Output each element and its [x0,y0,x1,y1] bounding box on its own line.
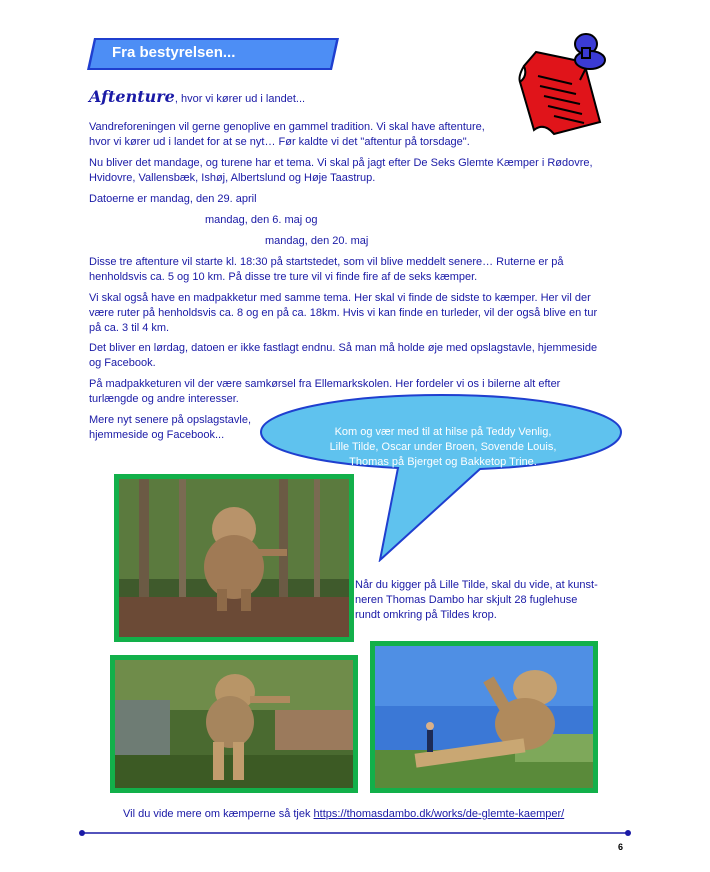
text-line: rundt omkring på Tildes krop. [355,609,497,621]
paragraph-4 [89,291,597,336]
text-line: Disse tre aftenture vil starte kl. 18:30 på startstedet, som vil blive meddelt senere… Ruterne er på [89,256,564,268]
page-number: 6 [618,842,624,852]
text-line: neren Thomas Dambo har skjult 28 fuglehuse [355,594,578,606]
text-line: og Facebook. [89,357,156,369]
photo-forest-giant [114,474,354,642]
footer-divider [78,829,632,837]
date-line-2: mandag, den 6. maj og [205,214,318,226]
text-line: På madpakketuren vil der være samkørsel fra Ellemarkskolen. Her fordeler vi os i bilerne alt efter [89,378,561,390]
footer-link[interactable]: https://thomasdambo.dk/works/de-glemte-kaemper/ [313,808,565,820]
text-line: Mere nyt senere på opslagstavle, [89,414,252,426]
text-line: henholdsvis ca. 5 og 10 km. På disse tre ture vil vi finde fire af de seks kæmper. [89,271,478,283]
text-line: hjemmeside og Facebook... [89,429,225,441]
paragraph-1 [89,120,485,150]
text-line: hvor vi kører ud i landet for at se nyt… Før kaldte vi det "aftentur på torsdage". [89,136,470,148]
footer-text [123,808,564,820]
text-line: turlængde og andre interesser. [89,393,239,405]
text-line: Kom og vær med til at hilse på Teddy Venlig, [334,426,552,438]
text-line: være ruter på henholdsvis ca. 8 og en på ca. 18km. Hvis vi kan finde en turleder, vil der også blive en tur [89,307,598,319]
article-heading-fancy: Aftenture [89,87,175,106]
pushpin-notepad-icon [514,22,606,140]
paragraph-3 [89,255,563,285]
text-line: Hvidovre, Vallensbæk, Ishøj, Albertslund og Høje Taastrup. [89,172,376,184]
date-line-3: mandag, den 20. maj [265,235,369,247]
footer-label: Vil du vide mere om kæmperne så tjek [123,808,314,820]
article-heading-rest: , hvor vi kører ud i landet... [174,93,306,105]
date-line-1: Datoerne er mandag, den 29. april [89,193,257,205]
photo-hill-giant [370,641,598,793]
text-line: Når du kigger på Lille Tilde, skal du vide, at kunst- [355,579,598,591]
text-line: Vi skal også have en madpakketur med samme tema. Her skal vi finde de sidste to kæmper. Her vil der [89,292,591,304]
paragraph-2 [89,156,593,186]
text-line: Nu bliver det mandage, og turene har et tema. Vi skal på jagt efter De Seks Glemte Kæmper i Rødovre, [89,157,593,169]
paragraph-7 [89,413,251,443]
article-heading [89,87,305,106]
text-line: Det bliver en lørdag, datoen er ikke fastlagt endnu. Så man må holde øje med opslagstavle, hjemmeside [89,342,598,354]
photo-caption [355,578,598,623]
text-line: Thomas på Bjerget og Bakketop Trine. [349,456,537,468]
text-line: på ca. 3 til 4 km. [89,322,170,334]
text-line: Lille Tilde, Oscar under Broen, Sovende Louis, [329,441,557,453]
speech-bubble-text [298,425,588,470]
text-line: Vandreforeningen vil gerne genoplive en gammel tradition. Vi skal have aftenture, [89,121,485,133]
photo-riverside-giant [110,655,358,793]
section-title: Fra bestyrelsen... [112,44,236,61]
paragraph-5 [89,341,597,371]
